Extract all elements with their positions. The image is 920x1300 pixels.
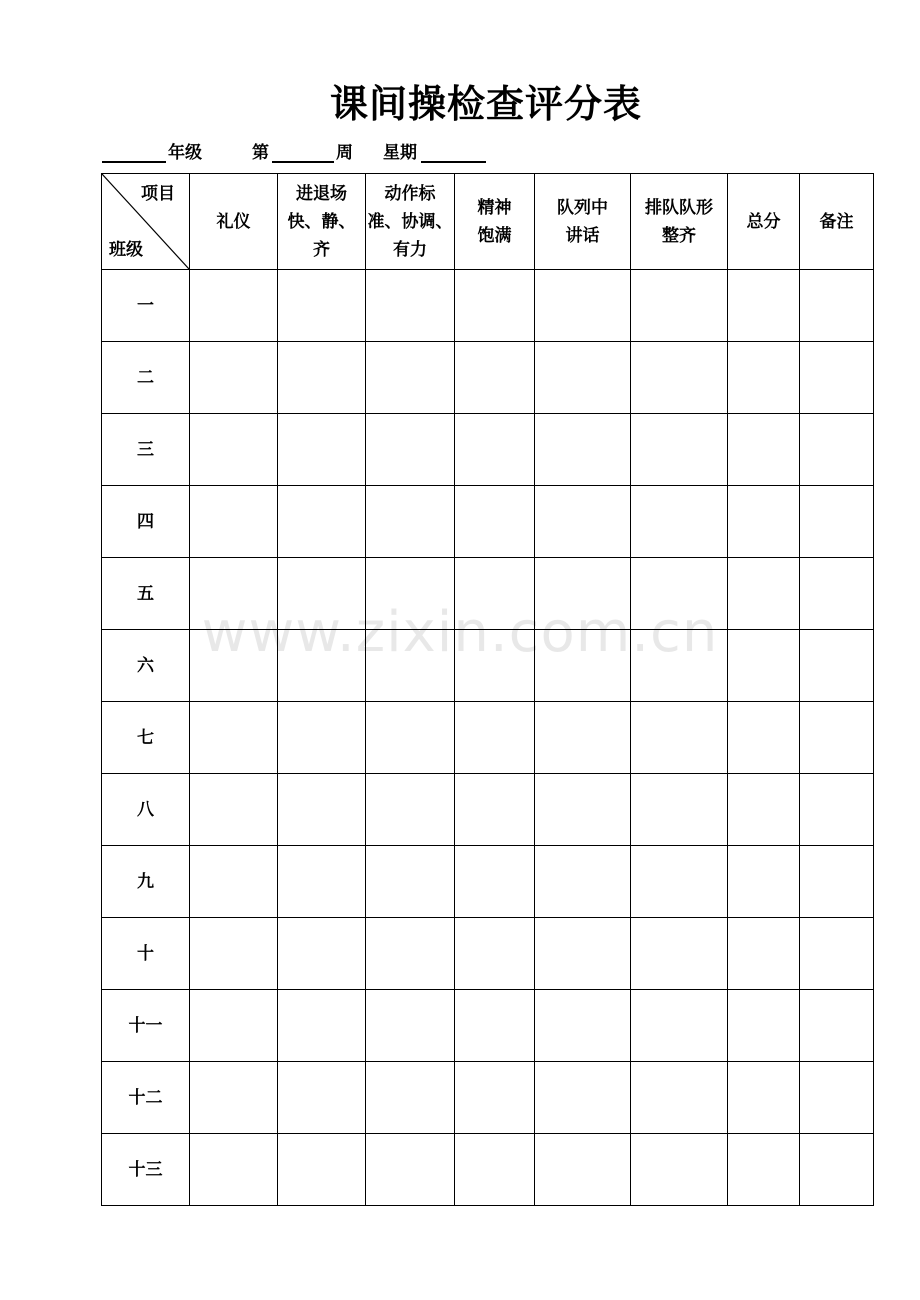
- watermark: www.zixin.com.cn: [201, 600, 719, 665]
- score-cell[interactable]: [455, 846, 535, 918]
- score-cell[interactable]: [535, 342, 631, 414]
- score-body: [102, 270, 874, 1206]
- score-cell[interactable]: [455, 774, 535, 846]
- score-cell[interactable]: [800, 1134, 874, 1206]
- score-cell[interactable]: [800, 630, 874, 702]
- table-row: [102, 1134, 874, 1206]
- score-cell[interactable]: [631, 342, 728, 414]
- score-cell[interactable]: [631, 1134, 728, 1206]
- score-cell[interactable]: [278, 630, 366, 702]
- score-cell[interactable]: [190, 1134, 278, 1206]
- column-header: [366, 174, 455, 270]
- score-cell[interactable]: [190, 486, 278, 558]
- score-cell[interactable]: [728, 990, 800, 1062]
- score-cell[interactable]: [455, 1134, 535, 1206]
- grade-label: 年级: [168, 143, 202, 163]
- score-cell[interactable]: [366, 270, 455, 342]
- table-row: [102, 990, 874, 1062]
- score-cell[interactable]: [631, 486, 728, 558]
- score-cell[interactable]: [728, 846, 800, 918]
- score-cell[interactable]: [366, 630, 455, 702]
- score-cell[interactable]: [190, 414, 278, 486]
- score-cell[interactable]: [190, 630, 278, 702]
- table-row: [102, 846, 874, 918]
- table-row: [102, 918, 874, 990]
- column-header-line: 准、协调、: [367, 211, 453, 232]
- table-row: [102, 630, 874, 702]
- score-cell[interactable]: [535, 558, 631, 630]
- table-row: [102, 1062, 874, 1134]
- score-cell[interactable]: [800, 702, 874, 774]
- column-header: [455, 174, 535, 270]
- score-cell[interactable]: [535, 918, 631, 990]
- score-cell[interactable]: [728, 702, 800, 774]
- score-cell[interactable]: [800, 558, 874, 630]
- column-header-line: 快、静、: [287, 211, 356, 232]
- score-cell[interactable]: [366, 1062, 455, 1134]
- week-prefix: 第: [252, 143, 269, 163]
- score-cell[interactable]: [278, 1062, 366, 1134]
- score-cell[interactable]: [535, 1134, 631, 1206]
- header-row: [102, 174, 874, 270]
- score-cell[interactable]: [535, 630, 631, 702]
- score-cell[interactable]: [455, 486, 535, 558]
- class-label: 五: [102, 558, 190, 630]
- score-cell[interactable]: [535, 270, 631, 342]
- score-cell[interactable]: [278, 846, 366, 918]
- score-cell[interactable]: [728, 1134, 800, 1206]
- corner-cell: [102, 174, 190, 270]
- score-cell[interactable]: [800, 918, 874, 990]
- score-cell[interactable]: [800, 774, 874, 846]
- column-header-line: 齐: [313, 239, 330, 260]
- corner-label-item: 项目: [141, 184, 175, 204]
- score-cell[interactable]: [631, 846, 728, 918]
- column-header-line: 礼仪: [216, 211, 251, 232]
- column-header-line: 有力: [393, 239, 427, 260]
- score-cell[interactable]: [455, 342, 535, 414]
- score-cell[interactable]: [278, 414, 366, 486]
- class-label: 十二: [102, 1062, 190, 1134]
- score-cell[interactable]: [728, 918, 800, 990]
- score-cell[interactable]: [366, 342, 455, 414]
- class-label: 十: [102, 918, 190, 990]
- score-cell[interactable]: [366, 846, 455, 918]
- score-cell[interactable]: [728, 486, 800, 558]
- column-header: [190, 174, 278, 270]
- class-label: 一: [102, 270, 190, 342]
- column-header-line: 排队队形: [645, 197, 713, 218]
- score-cell[interactable]: [190, 702, 278, 774]
- column-header-line: 进退场: [296, 183, 347, 204]
- score-cell[interactable]: [631, 918, 728, 990]
- table-row: [102, 702, 874, 774]
- table-row: [102, 342, 874, 414]
- column-header-line: 饱满: [477, 225, 512, 246]
- score-cell[interactable]: [800, 270, 874, 342]
- score-cell[interactable]: [366, 414, 455, 486]
- score-cell[interactable]: [535, 486, 631, 558]
- column-header: [800, 174, 874, 270]
- score-cell[interactable]: [800, 1062, 874, 1134]
- table-row: [102, 414, 874, 486]
- score-cell[interactable]: [278, 270, 366, 342]
- column-header-line: 备注: [819, 211, 854, 232]
- score-cell[interactable]: [800, 342, 874, 414]
- column-header-line: 动作标: [384, 183, 436, 204]
- score-cell[interactable]: [535, 774, 631, 846]
- score-table: [101, 173, 874, 1206]
- table-row: [102, 486, 874, 558]
- score-cell[interactable]: [366, 990, 455, 1062]
- score-cell[interactable]: [728, 774, 800, 846]
- score-cell[interactable]: [278, 918, 366, 990]
- score-cell[interactable]: [190, 774, 278, 846]
- score-cell[interactable]: [631, 414, 728, 486]
- score-cell[interactable]: [455, 414, 535, 486]
- week-suffix: 周: [336, 143, 353, 163]
- week-blank[interactable]: [272, 161, 334, 163]
- score-cell[interactable]: [631, 1062, 728, 1134]
- class-label: 四: [102, 486, 190, 558]
- score-cell[interactable]: [455, 990, 535, 1062]
- weekday-blank[interactable]: [421, 161, 486, 163]
- score-cell[interactable]: [278, 1134, 366, 1206]
- score-cell[interactable]: [728, 630, 800, 702]
- class-label: 九: [102, 846, 190, 918]
- score-cell[interactable]: [800, 846, 874, 918]
- column-header-line: 总分: [746, 211, 781, 232]
- class-label: 二: [102, 342, 190, 414]
- score-cell[interactable]: [800, 486, 874, 558]
- score-cell[interactable]: [455, 558, 535, 630]
- score-cell[interactable]: [631, 270, 728, 342]
- score-cell[interactable]: [190, 918, 278, 990]
- score-cell[interactable]: [190, 342, 278, 414]
- score-cell[interactable]: [455, 1062, 535, 1134]
- score-cell[interactable]: [278, 342, 366, 414]
- score-cell[interactable]: [190, 990, 278, 1062]
- score-cell[interactable]: [190, 1062, 278, 1134]
- score-cell[interactable]: [800, 414, 874, 486]
- page-title: 课间操检查评分表: [329, 81, 642, 126]
- score-cell[interactable]: [728, 270, 800, 342]
- score-cell[interactable]: [535, 1062, 631, 1134]
- class-label: 六: [102, 630, 190, 702]
- column-header-line: 整齐: [662, 225, 696, 246]
- score-cell[interactable]: [190, 270, 278, 342]
- score-cell[interactable]: [631, 630, 728, 702]
- score-cell[interactable]: [728, 342, 800, 414]
- score-cell[interactable]: [190, 558, 278, 630]
- weekday-label: 星期: [383, 143, 417, 163]
- column-header: [631, 174, 728, 270]
- score-cell[interactable]: [455, 702, 535, 774]
- class-label: 十一: [102, 990, 190, 1062]
- score-cell[interactable]: [631, 558, 728, 630]
- score-cell[interactable]: [728, 414, 800, 486]
- score-cell[interactable]: [800, 990, 874, 1062]
- score-cell[interactable]: [455, 918, 535, 990]
- table-row: [102, 558, 874, 630]
- score-cell[interactable]: [455, 630, 535, 702]
- score-cell[interactable]: [728, 1062, 800, 1134]
- table-row: [102, 774, 874, 846]
- class-label: 三: [102, 414, 190, 486]
- score-cell[interactable]: [535, 846, 631, 918]
- column-header: [728, 174, 800, 270]
- column-header-line: 队列中: [557, 197, 608, 218]
- score-cell[interactable]: [366, 918, 455, 990]
- score-cell[interactable]: [366, 702, 455, 774]
- score-cell[interactable]: [535, 990, 631, 1062]
- score-cell[interactable]: [728, 558, 800, 630]
- score-cell[interactable]: [366, 558, 455, 630]
- score-cell[interactable]: [278, 486, 366, 558]
- column-header: [535, 174, 631, 270]
- corner-label-class: 班级: [109, 240, 143, 260]
- score-cell[interactable]: [278, 774, 366, 846]
- score-cell[interactable]: [278, 990, 366, 1062]
- class-label: 十三: [102, 1134, 190, 1206]
- column-header-line: 讲话: [565, 225, 600, 246]
- column-header: [278, 174, 366, 270]
- score-cell[interactable]: [631, 774, 728, 846]
- score-cell[interactable]: [631, 990, 728, 1062]
- score-cell[interactable]: [535, 414, 631, 486]
- score-cell[interactable]: [366, 1134, 455, 1206]
- score-cell[interactable]: [455, 270, 535, 342]
- class-label: 七: [102, 702, 190, 774]
- score-cell[interactable]: [366, 486, 455, 558]
- table-row: [102, 270, 874, 342]
- score-cell[interactable]: [631, 702, 728, 774]
- score-cell[interactable]: [190, 846, 278, 918]
- grade-blank[interactable]: [102, 161, 166, 163]
- score-cell[interactable]: [278, 558, 366, 630]
- column-header-line: 精神: [477, 197, 512, 218]
- score-cell[interactable]: [278, 702, 366, 774]
- class-label: 八: [102, 774, 190, 846]
- score-cell[interactable]: [535, 702, 631, 774]
- score-cell[interactable]: [366, 774, 455, 846]
